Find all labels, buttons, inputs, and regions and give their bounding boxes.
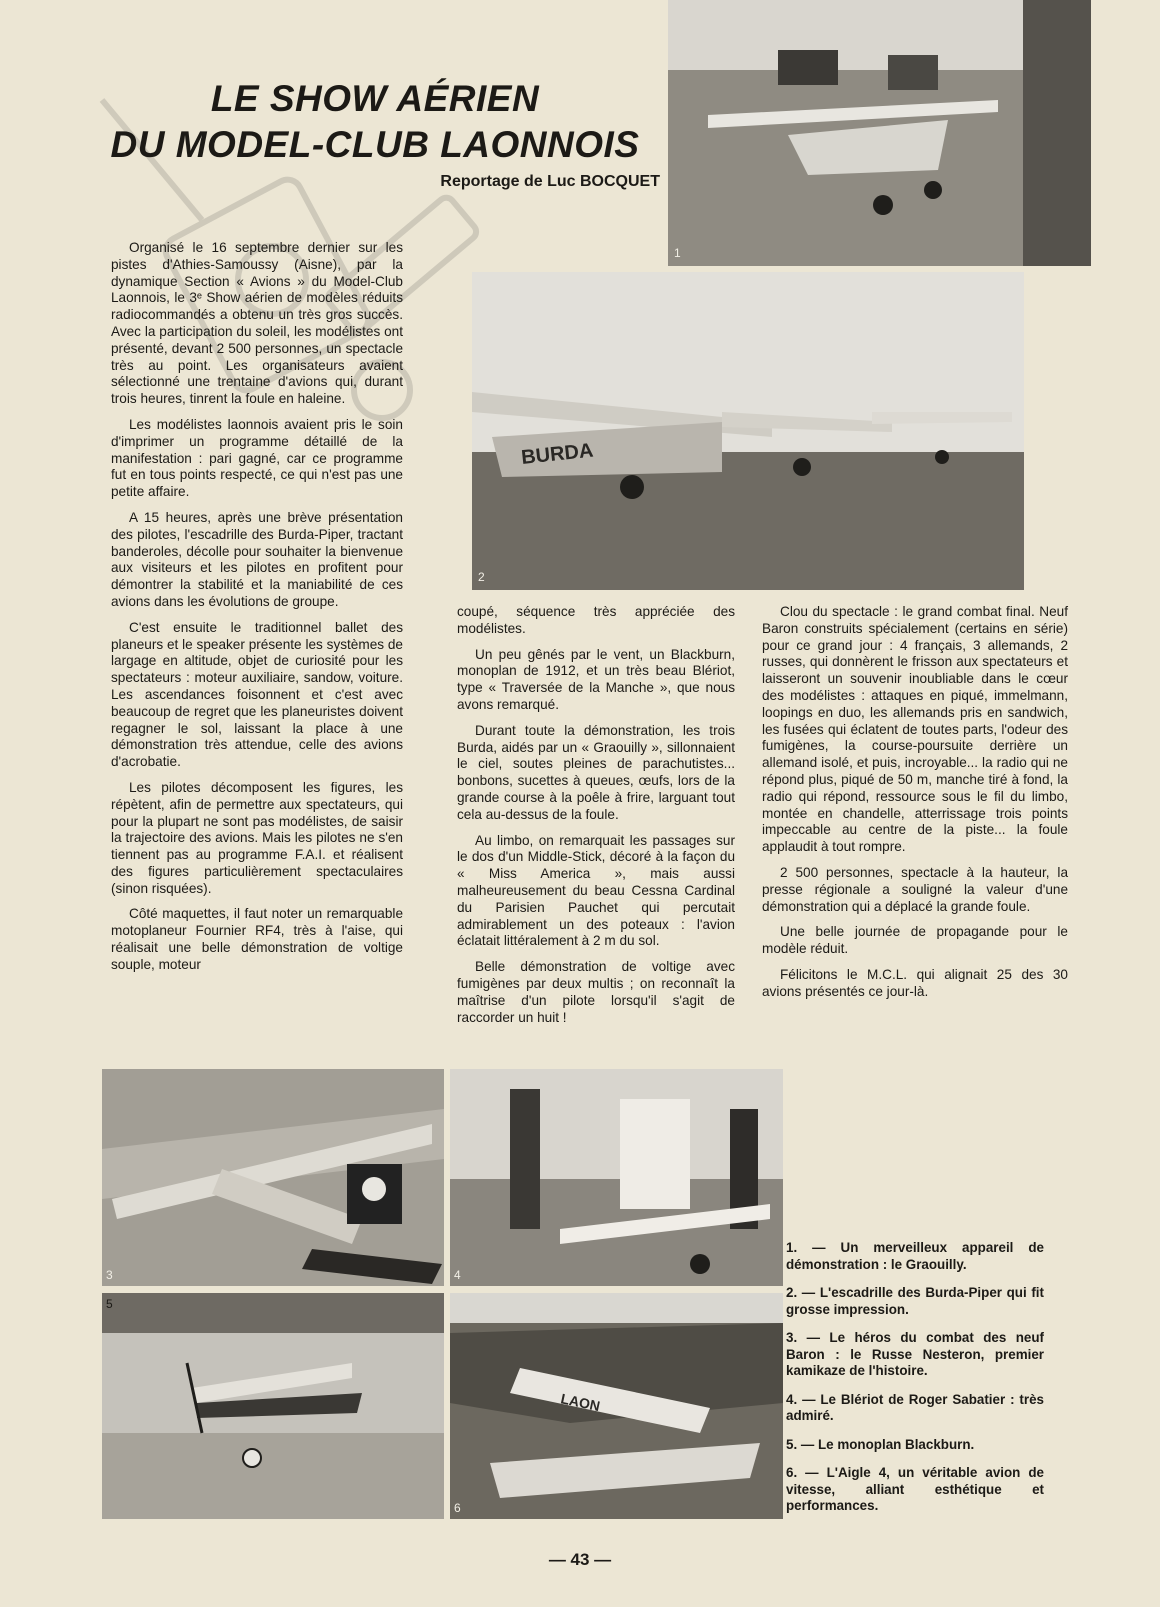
fuselage-text-laon: LAON: [559, 1390, 602, 1415]
photo-5-blackburn: [102, 1293, 444, 1519]
paragraph: Au limbo, on remarquait les passages sur le dos d'un Middle-Stick, décoré à la façon du « Miss America », mais aussi malheureusement du beau Cessna Cardinal du Parisien Pauchet qui percutait admirablement un des poteaux : l'avion éclatait littéralement à 2 m du sol.: [457, 832, 735, 949]
title-line-2: DU MODEL-CLUB LAONNOIS: [110, 124, 640, 165]
paragraph: Une belle journée de propagande pour le modèle réduit.: [762, 924, 1068, 957]
caption: 3. — Le héros du combat des neuf Baron : le Russe Nesteron, premier kamikaze de l'histoire.: [786, 1330, 1044, 1378]
article-column-3: [762, 604, 1068, 1010]
caption: 2. — L'escadrille des Burda-Piper qui fit grosse impression.: [786, 1285, 1044, 1317]
caption: 6. — L'Aigle 4, un véritable avion de vitesse, alliant esthétique et performances.: [786, 1465, 1044, 1513]
paragraph: Durant toute la démonstration, les trois Burda, aidés par un « Graouilly », sillonnaient le ciel, soutes pleines de parachutistes... bonbons, sucettes à queues, œufs, lors de la grande course à la poêle à frire, larguant tout cela au-dessus de la foule.: [457, 722, 735, 822]
photo-number: 2: [478, 570, 485, 584]
paragraph: Félicitons le M.C.L. qui alignait 25 des 30 avions présentés ce jour-là.: [762, 966, 1068, 999]
photo-6-aigle-4: [450, 1293, 783, 1519]
title-line-1: LE SHOW AÉRIEN: [210, 78, 540, 119]
caption: 5. — Le monoplan Blackburn.: [786, 1436, 975, 1452]
photo-3-nesteron: [102, 1069, 444, 1286]
caption: 1. — Un merveilleux appareil de démonstration : le Graouilly.: [786, 1240, 1044, 1272]
photo-4-bleriot: [450, 1069, 783, 1286]
fuselage-text-burda: BURDA: [520, 439, 595, 469]
paragraph: C'est ensuite le traditionnel ballet des planeurs et le speaker présente les systèmes de largage en altitude, objet de curiosité pour les spectateurs : moteur auxiliaire, sandow, voiture. Les ascendances foisonnent et c'est avec beaucoup de regret que les planeuristes doivent regagner le sol, laissant la place à une démonstration très attendue, celle des avions d'acrobatie.: [111, 619, 403, 770]
photo-number: 5: [106, 1297, 113, 1311]
article-column-2: [457, 604, 735, 1035]
caption: 4. — Le Blériot de Roger Sabatier : très admiré.: [786, 1391, 1044, 1423]
photo-number: 3: [106, 1268, 113, 1282]
article-column-1: [111, 240, 403, 983]
paragraph: A 15 heures, après une brève présentation des pilotes, l'escadrille des Burda-Piper, tractant banderoles, décolle pour souhaiter la bienvenue aux visiteurs et les pilotes en profitent pour démontrer la stabilité et la maniabilité de ces avions dans les évolutions de groupe.: [111, 509, 403, 609]
paragraph: Les pilotes décomposent les figures, les répètent, afin de permettre aux spectateurs, qui pour la plupart ne sont pas modélistes, de saisir la trajectoire des avions. Mais les pilotes ne s'en tiennent pas au programme F.A.I. et réalisent des figures particulièrement spectaculaires (sinon risquées).: [111, 779, 403, 896]
photo-2-burda-pipers: [472, 272, 1024, 590]
photo-1-graouilly: [668, 0, 1091, 266]
photo-captions: [786, 1240, 1044, 1527]
paragraph: coupé, séquence très appréciée des modélistes.: [457, 604, 735, 636]
paragraph: Un peu gênés par le vent, un Blackburn, monoplan de 1912, et un très beau Blériot, type « Traversée de la Manche », que nous avons remarqué.: [457, 646, 735, 712]
paragraph: Clou du spectacle : le grand combat final. Neuf Baron construits spécialement (certains en série) pour ce grand jour : 4 français, 3 allemands, 2 russes, qui donnèrent le frisson aux spectateurs et laisseront un souvenir inoubliable dans le cœur des modélistes : attaques en piqué, immelmann, loopings en duo, les allemands pris en sandwich, les fusées qui éclatent de toutes parts, l'odeur des fumigènes, la course-poursuite derrière un allemand isolé, et puis, incroyable... la radio qui ne répond plus, piqué de 50 m, manche tiré à fond, la radio qui répond, ressource sous le fil du limbo, montée en chandelle, atterrissage trois points impeccable au centre de la piste... la foule applaudit à tout rompre.: [762, 604, 1068, 855]
page-number: — 43 —: [548, 1550, 612, 1569]
paragraph: Côté maquettes, il faut noter un remarquable motoplaneur Fournier RF4, très à l'aise, qui réalisait une belle démonstration de voltige souple, moteur: [111, 906, 403, 972]
photo-number: 6: [454, 1501, 461, 1515]
paragraph: Les modélistes laonnois avaient pris le soin d'imprimer un programme détaillé de la manifestation : pari gagné, car ce programme fut en tous points respecté, ce qui n'est pas une petite affaire.: [111, 416, 403, 500]
photo-number: 4: [454, 1268, 461, 1282]
photo-number: 1: [674, 246, 681, 260]
byline: Reportage de Luc BOCQUET: [440, 173, 660, 190]
article-title: [90, 76, 660, 168]
paragraph: 2 500 personnes, spectacle à la hauteur, la presse régionale a souligné la valeur d'une démonstration qui a déplacé la grande foule.: [762, 864, 1068, 914]
paragraph: Organisé le 16 septembre dernier sur les pistes d'Athies-Samoussy (Aisne), par la dynamique Section « Avions » du Model-Club Laonnois, le 3ᵉ Show aérien de modèles réduits radiocommandés a obtenu un très gros succès. Avec la participation du soleil, les modélistes ont présenté, devant 2 500 personnes, un spectacle très au point. Les organisateurs avaient sélectionné une trentaine d'avions qui, durant trois heures, tinrent la foule en haleine.: [111, 240, 403, 407]
paragraph: Belle démonstration de voltige avec fumigènes par deux multis ; on reconnaît la maîtrise d'un pilote lorsqu'il s'agit de raccorder un huit !: [457, 959, 735, 1025]
